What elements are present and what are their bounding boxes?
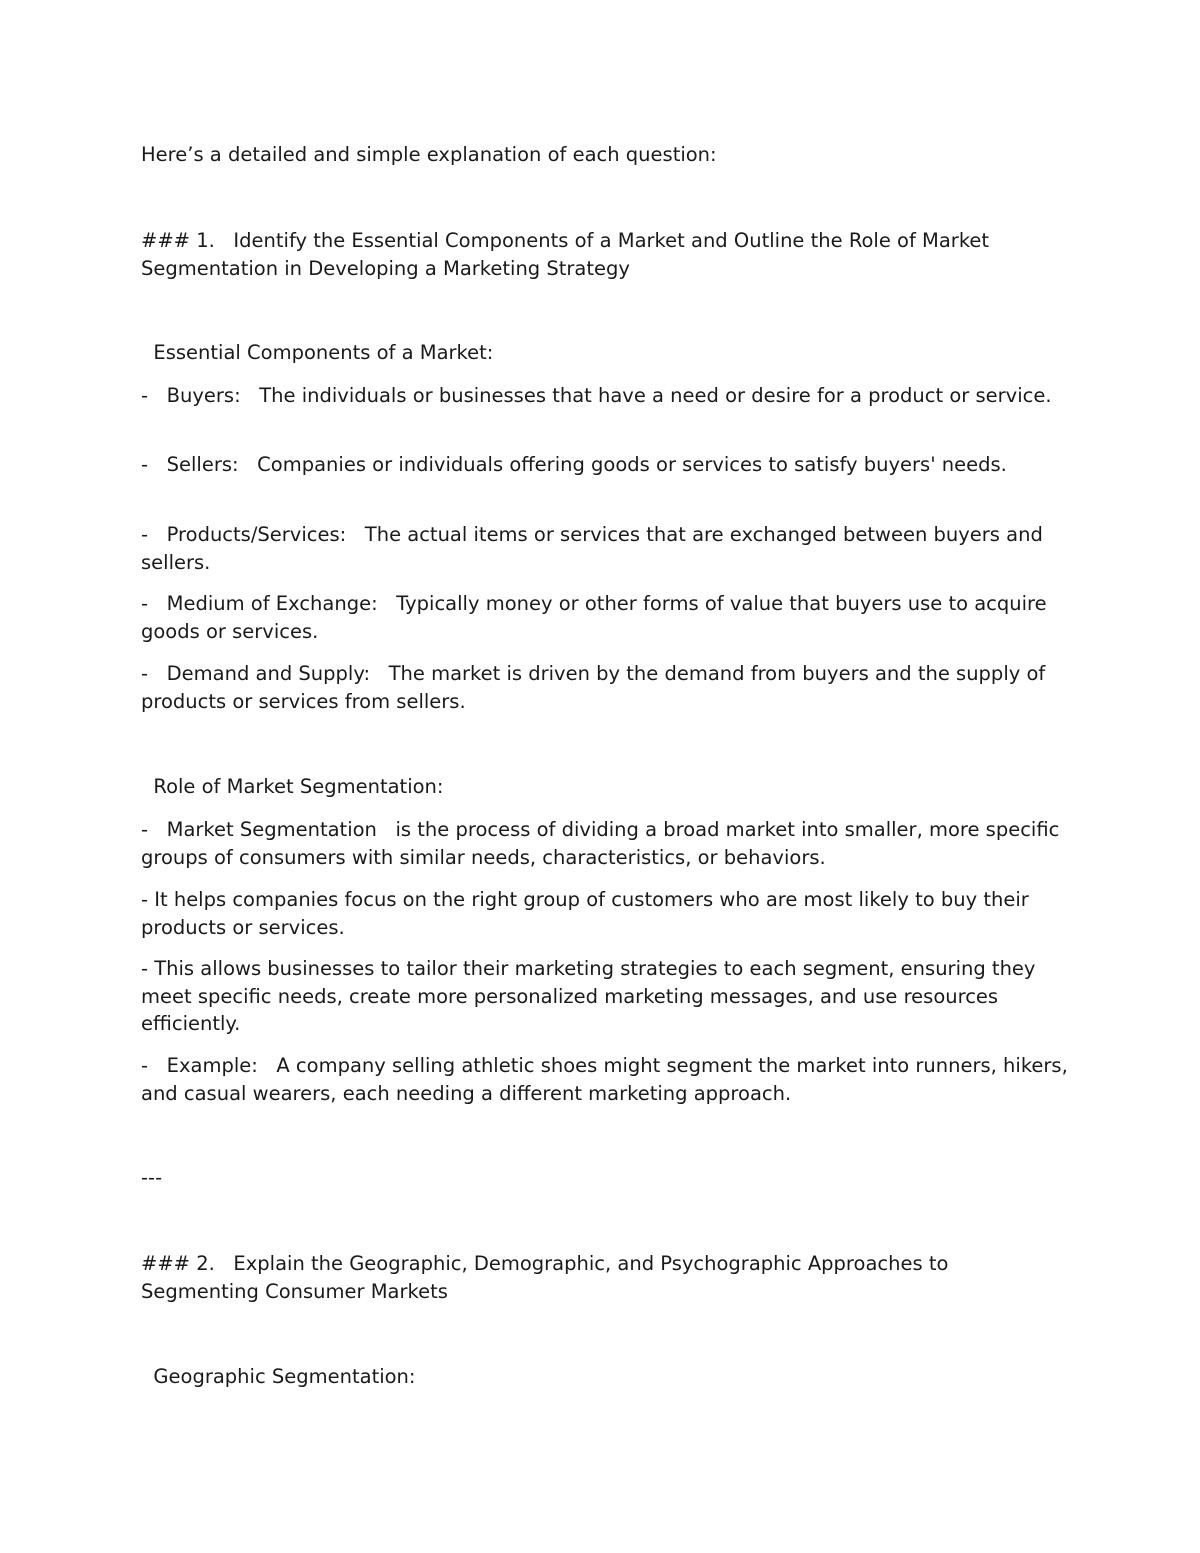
list-item-sellers: - Sellers: Companies or individuals offering goods or services to satisfy buyers' needs. <box>141 453 1007 476</box>
role-of-segmentation-heading: Role of Market Segmentation: <box>141 775 444 798</box>
list-item-market-segmentation: - Market Segmentation is the process of dividing a broad market into smaller, more specific groups of consumers with similar needs, characteristics, or behaviors. <box>141 818 1066 869</box>
geographic-segmentation-heading: Geographic Segmentation: <box>141 1365 416 1388</box>
essential-components-heading: Essential Components of a Market: <box>141 341 494 364</box>
list-item-demand-and-supply: - Demand and Supply: The market is driven by the demand from buyers and the supply of products or services from sellers. <box>141 662 1052 713</box>
list-item-medium-of-exchange: - Medium of Exchange: Typically money or other forms of value that buyers use to acquire goods or services. <box>141 592 1053 643</box>
intro-text: Here’s a detailed and simple explanation of each question: <box>141 143 717 166</box>
question-2-heading: ### 2. Explain the Geographic, Demographic, and Psychographic Approaches to Segmenting Consumer Markets <box>141 1252 955 1303</box>
question-1-heading: ### 1. Identify the Essential Components of a Market and Outline the Role of Market Segmentation in Developing a Marketing Strategy <box>141 229 996 280</box>
section-separator: --- <box>141 1166 163 1189</box>
list-item-buyers: - Buyers: The individuals or businesses that have a need or desire for a product or service. <box>141 384 1052 407</box>
list-item-focus-customers: - It helps companies focus on the right group of customers who are most likely to buy their products or services. <box>141 888 1035 939</box>
list-item-tailor-strategies: - This allows businesses to tailor their marketing strategies to each segment, ensuring they meet specific needs, create more personalized marketing messages, and use resources efficiently. <box>141 957 1042 1035</box>
list-item-example: - Example: A company selling athletic shoes might segment the market into runners, hikers, and casual wearers, each needing a different marketing approach. <box>141 1054 1074 1105</box>
list-item-products-services: - Products/Services: The actual items or services that are exchanged between buyers and sellers. <box>141 523 1050 574</box>
